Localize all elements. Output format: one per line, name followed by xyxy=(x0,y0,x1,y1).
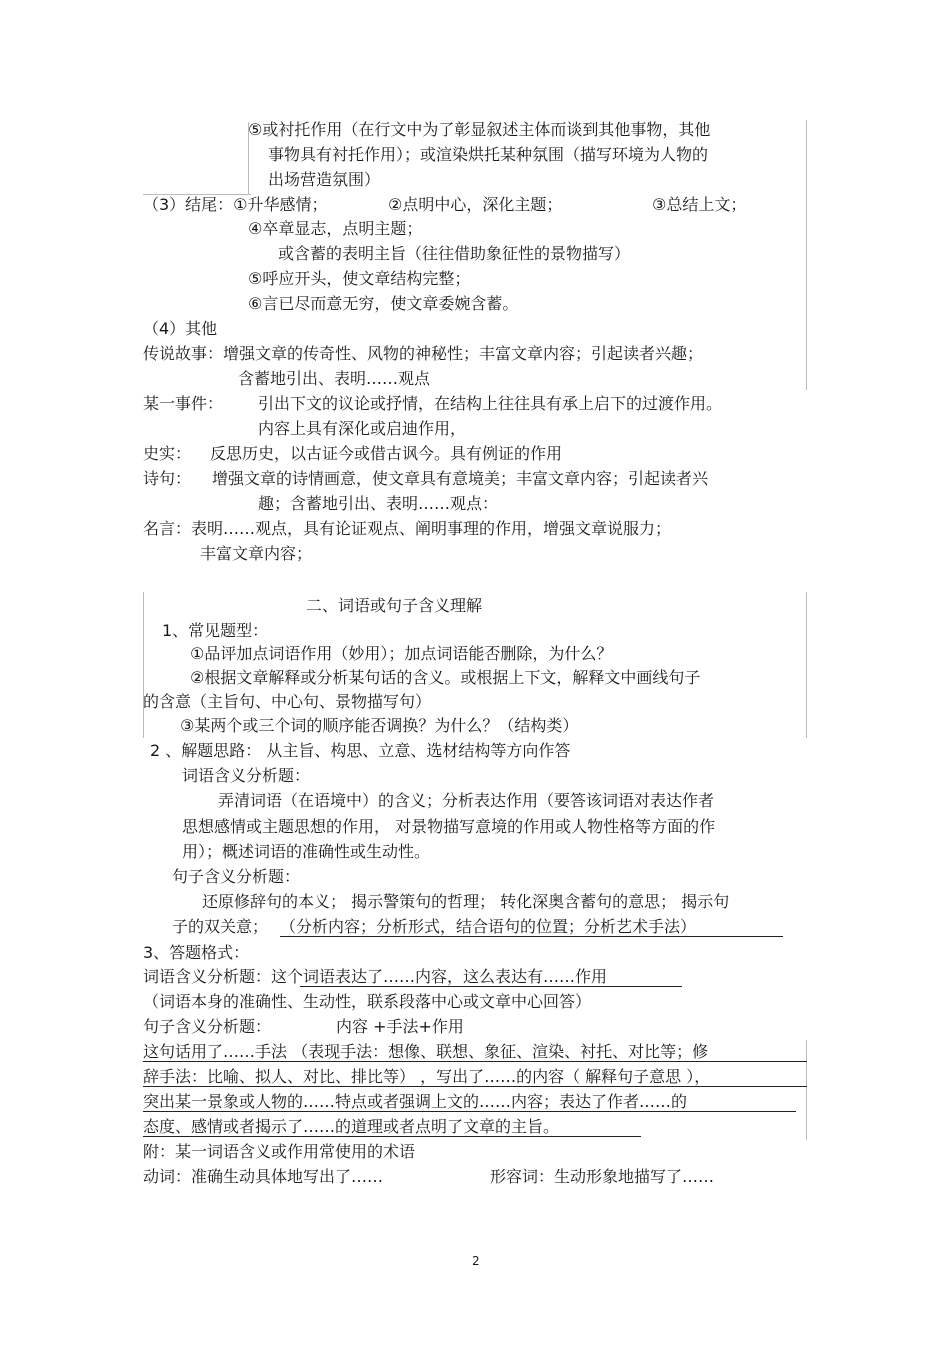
text-line: ②点明中心，深化主题； xyxy=(388,195,563,214)
text-line: ①品评加点词语作用（妙用）；加点词语能否删除，为什么？ xyxy=(190,644,613,663)
text-line: 事物具有衬托作用）；或渲染烘托某种氛围（描写环境为人物的 xyxy=(268,145,709,164)
text-line: ⑤或衬托作用（在行文中为了彰显叙述主体而谈到其他事物，其他 xyxy=(248,120,711,139)
underline xyxy=(143,1086,807,1087)
text-line: 思想感情或主题思想的作用， 对景物描写意境的作用或人物性格等方面的作 xyxy=(182,817,716,836)
text-line: 趣；含蓄地引出、表明……观点： xyxy=(258,494,499,513)
section-heading: 二、词语或句子含义理解 xyxy=(306,596,483,615)
text-line: 形容词：生动形象地描写了…… xyxy=(490,1167,715,1186)
text-line: （词语本身的准确性、生动性，联系段落中心或文章中心回答） xyxy=(143,992,592,1011)
text-line: 某一事件： xyxy=(143,394,224,413)
right-margin-rule-top xyxy=(806,120,807,390)
underline xyxy=(143,1136,641,1137)
text-line: ②根据文章解释或分析某句话的含义。或根据上下文，解释文中画线句子 xyxy=(190,668,701,687)
text-line: 用）；概述词语的准确性或生动性。 xyxy=(182,842,431,861)
left-margin-rule-mid xyxy=(143,592,144,738)
text-line: 子的双关意； xyxy=(172,917,269,936)
text-line: （4）其他 xyxy=(143,319,218,338)
text-line: 句子含义分析题： xyxy=(143,1017,272,1036)
text-line: 的含意（主旨句、中心句、景物描写句） xyxy=(143,692,432,711)
text-line: 丰富文章内容； xyxy=(200,544,313,563)
text-line: 辞手法：比喻、拟人、对比、排比等） ，写出了……的内容（ 解释句子意思 ）， xyxy=(143,1067,711,1086)
text-line: ④卒章显志，点明主题； xyxy=(248,219,423,238)
text-line: ③总结上文； xyxy=(652,195,747,214)
text-line: 名言：表明……观点，具有论证观点、阐明事理的作用，增强文章说服力； xyxy=(143,519,672,538)
underline xyxy=(300,986,682,987)
text-line: 附：某一词语含义或作用常使用的术语 xyxy=(143,1142,416,1161)
text-line: 突出某一景象或人物的……特点或者强调上文的……内容；表达了作者……的 xyxy=(143,1092,688,1111)
text-line: 2 、解题思路： 从主旨、构思、立意、选材结构等方向作答 xyxy=(150,741,571,760)
text-line: （3）结尾：①升华感情； xyxy=(143,195,328,214)
text-line: ⑥言已尽而意无穷，使文章委婉含蓄。 xyxy=(248,294,519,313)
text-line: 句子含义分析题： xyxy=(172,867,301,886)
underline xyxy=(143,1061,807,1062)
text-line: 诗句： xyxy=(143,469,192,488)
text-line: 史实： xyxy=(143,444,192,463)
underline xyxy=(143,1111,796,1112)
text-line: 弄清词语（在语境中）的含义；分析表达作用（要答该词语对表达作者 xyxy=(218,791,715,810)
text-line: ⑤呼应开头，使文章结构完整； xyxy=(248,269,471,288)
text-line: 反思历史，以古证今或借古讽今。具有例证的作用 xyxy=(210,444,563,463)
text-line: 这句话用了……手法 （表现手法：想像、联想、象征、渲染、衬托、对比等；修 xyxy=(143,1042,709,1061)
right-margin-rule-low xyxy=(806,1040,807,1140)
text-line: ③某两个或三个词的顺序能否调换？为什么？（结构类） xyxy=(180,716,579,735)
text-line: 含蓄地引出、表明……观点 xyxy=(238,369,431,388)
text-line: 或含蓄的表明主旨（往往借助象征性的景物描写） xyxy=(278,244,631,263)
text-line: 内容上具有深化或启迪作用， xyxy=(258,419,467,438)
page-number: 2 xyxy=(472,1254,480,1268)
text-line: 内容 +手法+作用 xyxy=(336,1017,464,1036)
text-line: 出场营造氛围） xyxy=(268,170,381,189)
text-line: 3、答题格式： xyxy=(143,943,250,962)
text-line: 还原修辞句的本义； 揭示警策句的哲理； 转化深奥含蓄句的意思； 揭示句 xyxy=(202,892,730,911)
text-line: （分析内容；分析形式，结合语句的位置；分析艺术手法） xyxy=(280,917,697,936)
underline xyxy=(280,936,783,937)
text-line: 态度、感情或者揭示了……的道理或者点明了文章的主旨。 xyxy=(143,1117,560,1136)
text-line: 增强文章的诗情画意，使文章具有意境美；丰富文章内容；引起读者兴 xyxy=(212,469,709,488)
right-margin-rule-mid xyxy=(806,592,807,738)
text-line: 动词：准确生动具体地写出了…… xyxy=(143,1167,384,1186)
text-line: 1、常见题型： xyxy=(162,621,269,640)
text-line: 词语含义分析题：这个词语表达了……内容，这么表达有……作用 xyxy=(143,967,608,986)
text-line: 词语含义分析题： xyxy=(182,766,311,785)
text-line: 引出下文的议论或抒情，在结构上往往具有承上启下的过渡作用。 xyxy=(258,394,723,413)
text-line: 传说故事：增强文章的传奇性、风物的神秘性；丰富文章内容；引起读者兴趣； xyxy=(143,344,704,363)
